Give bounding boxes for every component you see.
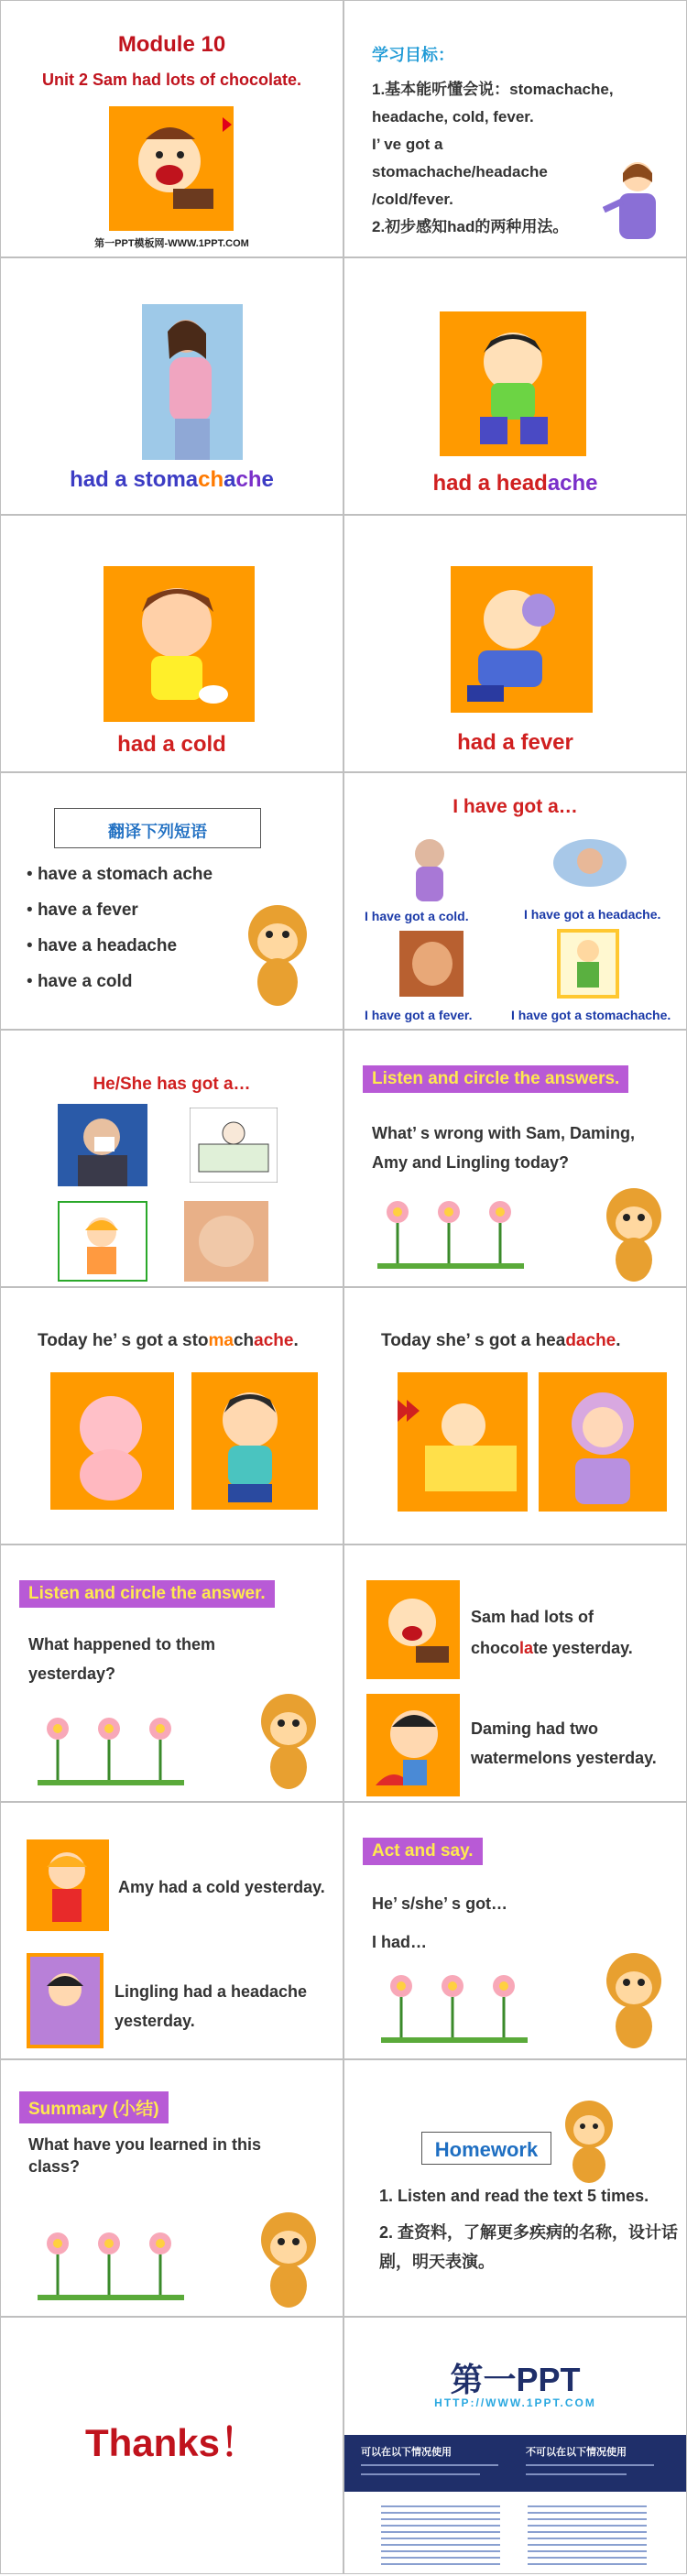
cartoon-girl-cold-icon: [27, 1839, 109, 1931]
phrase-part: had a head: [432, 471, 548, 496]
homework-title: Homework: [434, 2138, 539, 2161]
phrase-fever: had a fever: [457, 730, 573, 755]
slide-5[interactable]: [0, 515, 344, 772]
flower-group-icon: [381, 1968, 528, 2045]
stomachache-sentence: [38, 1331, 299, 1351]
sentence-part: choco: [471, 1639, 520, 1657]
objectives-heading: 学习目标：: [372, 46, 454, 64]
sentence-highlight: ma: [208, 1331, 234, 1350]
act-line2: I had…: [372, 1933, 428, 1951]
thanks-title: Thanks！: [84, 2421, 259, 2464]
list-item: • have a headache: [27, 936, 213, 956]
slide-14[interactable]: [344, 1545, 687, 1802]
objective-line: 1.基本能听懂会说：stomachache,: [372, 81, 614, 98]
sentence-part: ch: [233, 1331, 255, 1350]
listen-banner: Listen and circle the answer.: [19, 1580, 275, 1608]
homework-item-2: 2. 查资料，了解更多疾病的名称，设计话剧，明天表演。: [379, 2223, 679, 2271]
slide-2[interactable]: [344, 0, 687, 257]
slide-19[interactable]: [0, 2317, 344, 2574]
objective-line: I’ ve got a: [372, 136, 443, 153]
homework-item-1: 1. Listen and read the text 5 times.: [379, 2187, 649, 2205]
list-item: • have a stomach ache: [27, 865, 213, 885]
caption-fever: I have got a fever.: [365, 1008, 473, 1022]
monkey-mascot-icon: [594, 1184, 674, 1283]
slide-13[interactable]: [0, 1545, 344, 1802]
cannot-use-title: 不可以在以下情况使用: [526, 2447, 627, 2458]
slide-9[interactable]: [0, 1030, 344, 1287]
link-list-right: [528, 2501, 647, 2567]
fine-print-line: [361, 2473, 480, 2475]
act-line1: He’ s/she’ s got…: [372, 1894, 508, 1913]
watermark-footer: 第一PPT模板网-WWW.1PPT.COM: [94, 238, 249, 249]
slide-8[interactable]: [344, 772, 687, 1030]
teacher-figure-icon: [603, 155, 671, 246]
cartoon-headache-small-icon: [553, 839, 627, 887]
summary-banner: Summary (小结): [19, 2091, 169, 2123]
monkey-mascot-icon: [248, 2209, 329, 2309]
cartoon-girl-headache-icon: [539, 1372, 667, 1512]
slide-10[interactable]: [344, 1030, 687, 1287]
slide-18[interactable]: [344, 2059, 687, 2317]
act-banner: Act and say.: [363, 1838, 483, 1865]
usage-band: [344, 2435, 686, 2492]
phrase-headache: [344, 471, 686, 497]
phrase-highlight: ch: [235, 467, 262, 492]
monkey-mascot-icon: [248, 1690, 329, 1791]
sentence-part: te yesterday.: [533, 1639, 633, 1657]
slide-1[interactable]: [0, 0, 344, 257]
sentence-part: .: [293, 1331, 299, 1350]
slide-4[interactable]: [344, 257, 687, 515]
fine-print-line: [361, 2464, 498, 2466]
flower-group-icon: [38, 2225, 184, 2302]
sam-sentence-line2: [471, 1639, 633, 1658]
cartoon-headache-icon: [440, 311, 586, 456]
sentence-part: Today he’ s got a sto: [38, 1331, 209, 1350]
listen-banner: Listen and circle the answers.: [363, 1065, 628, 1093]
sam-sentence-line1: Sam had lots of: [471, 1608, 594, 1626]
cartoon-boy-watermelon-icon: [366, 1694, 460, 1796]
flower-group-icon: [38, 1710, 184, 1787]
fine-print-line: [526, 2464, 654, 2466]
fever-photo: [399, 931, 463, 997]
monkey-mascot-icon: [555, 2099, 623, 2185]
list-item: • have a cold: [27, 972, 213, 992]
objective-line: /cold/fever.: [372, 191, 453, 208]
headache-sentence: [381, 1331, 621, 1351]
phrase-stomachache: [1, 467, 343, 493]
cartoon-boy-eating-icon: [366, 1580, 460, 1679]
slide-6[interactable]: [344, 515, 687, 772]
woman-stomachache-photo: [142, 304, 243, 460]
cartoon-boy-sitting-icon: [191, 1372, 318, 1510]
slide-12[interactable]: [344, 1287, 687, 1545]
sentence-part: .: [616, 1331, 621, 1350]
can-use-title: 可以在以下情况使用: [361, 2447, 452, 2458]
objective-line: 2.初步感知had的两种用法。: [372, 218, 569, 235]
brand-url: HTTP://WWW.1PPT.COM: [434, 2396, 596, 2409]
question-text: What’ s wrong with Sam, Daming, Amy and Lingling today?: [372, 1124, 636, 1172]
slide-3[interactable]: [0, 257, 344, 515]
list-item: • have a fever: [27, 901, 213, 921]
unit-title: Unit 2 Sam had lots of chocolate.: [41, 71, 302, 89]
module-title: Module 10: [117, 32, 226, 57]
cartoon-girl-fever-icon: [58, 1201, 147, 1282]
brand-logo: 第一PPT: [450, 2361, 581, 2398]
man-sneezing-photo: [58, 1104, 147, 1186]
caption-headache: I have got a headache.: [524, 907, 661, 922]
slide-7[interactable]: [0, 772, 344, 1030]
cartoon-girl-bed-icon: [398, 1372, 528, 1512]
fine-print-line: [526, 2473, 627, 2475]
bedridden-sketch-icon: [190, 1108, 278, 1183]
objective-line: stomachache/headache: [372, 163, 548, 180]
homework-box: [421, 2132, 551, 2165]
objectives-list: [372, 76, 614, 241]
cartoon-boy-eating-icon: [109, 106, 234, 231]
cartoon-cold-icon: [104, 566, 255, 722]
slide-15[interactable]: [0, 1802, 344, 2059]
caption-cold: I have got a cold.: [365, 909, 469, 923]
got-title: I have got a…: [453, 796, 578, 817]
phrase-part: had a stoma: [70, 467, 199, 492]
phrase-highlight: ch: [198, 467, 224, 492]
slide-16[interactable]: [344, 1802, 687, 2059]
child-headache-photo: [184, 1201, 268, 1282]
cartoon-boy-stomachache-icon: [50, 1372, 174, 1510]
objective-line: headache, cold, fever.: [372, 108, 534, 126]
phrase-list: [27, 865, 213, 1008]
daming-sentence: Daming had two watermelons yesterday.: [471, 1719, 657, 1767]
lingling-sentence: Lingling had a headache yesterday.: [114, 1982, 308, 2030]
slide-17[interactable]: [0, 2059, 344, 2317]
phrase-cold: had a cold: [117, 732, 226, 757]
sentence-highlight: la: [519, 1639, 534, 1657]
sentence-highlight: dache: [565, 1331, 616, 1350]
sentence-part: Today she’ s got a hea: [381, 1331, 566, 1350]
cartoon-fever-icon: [451, 566, 593, 713]
slide-20[interactable]: [344, 2317, 687, 2574]
amy-sentence: Amy had a cold yesterday.: [118, 1878, 325, 1896]
phrase-part: e: [261, 467, 274, 492]
cartoon-stomachache-small-icon: [557, 929, 619, 999]
phrase-part: a: [224, 467, 236, 492]
caption-stomachache: I have got a stomachache.: [511, 1008, 671, 1022]
cartoon-girl-headache-small-icon: [27, 1953, 104, 2048]
link-list-left: [381, 2501, 500, 2567]
monkey-mascot-icon: [594, 1949, 674, 2050]
summary-question: What have you learned in this class?: [28, 2135, 262, 2176]
translate-title: 翻译下列短语: [108, 823, 207, 841]
monkey-mascot-icon: [237, 901, 318, 1010]
sentence-highlight: ache: [254, 1331, 294, 1350]
translate-box: [54, 808, 261, 848]
has-got-title: He/She has got a…: [93, 1075, 251, 1094]
question-text: What happened to them yesterday?: [28, 1635, 215, 1683]
phrase-highlight: ache: [547, 471, 598, 496]
slide-11[interactable]: [0, 1287, 344, 1545]
cartoon-cold-small-icon: [407, 835, 453, 901]
flower-group-icon: [377, 1194, 524, 1271]
